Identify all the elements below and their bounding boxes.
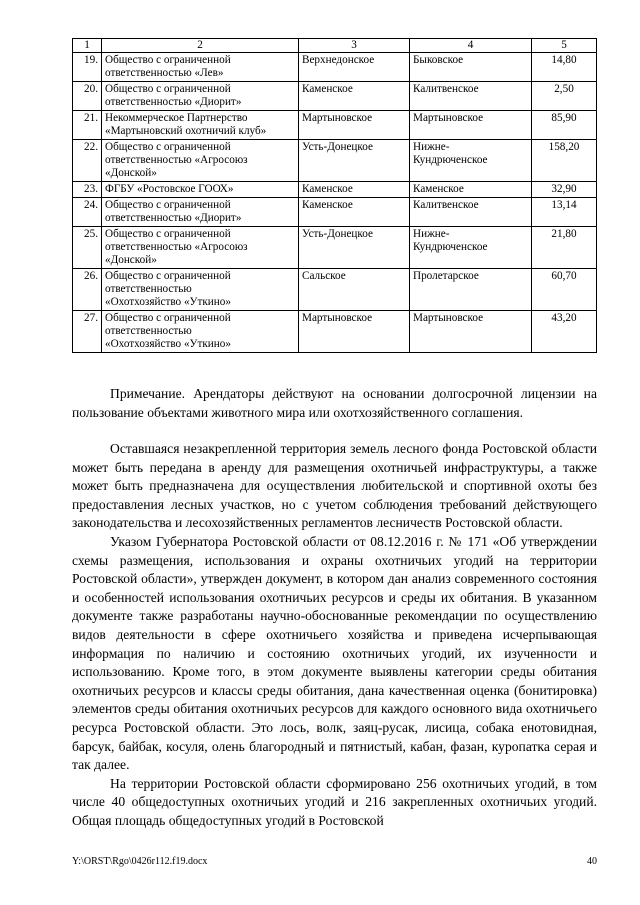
area: 21,80	[532, 227, 597, 269]
header-col-1: 1	[73, 39, 102, 53]
area: 85,90	[532, 111, 597, 140]
main-text	[72, 440, 597, 830]
district	[299, 82, 410, 111]
row-number: 22.	[73, 140, 102, 182]
note-block	[72, 385, 597, 422]
district	[299, 269, 410, 311]
locality-line: Быковское	[413, 54, 464, 66]
district	[299, 182, 410, 198]
paragraph-2: Указом Губернатора Ростовской области от 08.12.2016 г. № 171 «Об утверждении схемы размещения, использования и охраны охотничьих угодий на территории Ростовской области», утвержден документ, в котором дан анализ современного состояния и особенностей использования охотничьих ресурсов и среды их обитания. В указанном документе также разработаны научно-обоснованные рекомендации по осуществлению видов деятельности в сфере охотничьего хозяйства и приведена исчерпывающая информация по наличию и состоянию охотничьих угодий, их изученности и использованию. Кроме того, в этом документе выявлены категории среды обитания охотничьих ресурсов и классы среды обитания, дана качественная оценка (бонитировка) элементов среды обитания охотничьих ресурсов для каждого основного вида охотничьего ресурса Ростовской области. Это лось, волк, заяц-русак, лисица, собака енотовидная, барсук, байбак, косуля, олень благородный и пятнистый, кабан, фазан, куропатка серая и так далее.	[72, 533, 597, 773]
table-row	[73, 53, 597, 82]
table-row	[73, 140, 597, 182]
district	[299, 140, 410, 182]
locality	[410, 269, 532, 311]
locality	[410, 111, 532, 140]
paragraph-1: Оставшаяся незакрепленной территория земель лесного фонда Ростовской области может быть передана в аренду для размещения охотничьей инфраструктуры, а также может быть предназначена для осуществления любительской и спортивной охоты без предоставления лесных участков, но с учетом соблюдения требований действующего законодательства и лесохозяйственных регламентов лесничеств Ростовской области.	[72, 441, 597, 531]
locality-line: Кундрюченское	[413, 241, 488, 253]
locality	[410, 53, 532, 82]
locality-line: Каменское	[413, 183, 464, 195]
district-line: Усть-Донецкое	[302, 228, 373, 240]
locality-line: Нижне-	[413, 141, 450, 153]
row-number: 21.	[73, 111, 102, 140]
lessee-name-line: ответственностью «Диорит»	[105, 96, 242, 108]
lessee-name-line: Общество с ограниченной	[105, 228, 231, 240]
lessee-name-line: Общество с ограниченной	[105, 270, 231, 282]
locality-line: Мартыновское	[413, 112, 484, 124]
table-row	[73, 269, 597, 311]
header-col-2: 2	[102, 39, 299, 53]
lessee-name-line: Общество с ограниченной	[105, 141, 231, 153]
district-line: Мартыновское	[302, 112, 373, 124]
row-number: 26.	[73, 269, 102, 311]
lessee-name	[102, 311, 299, 353]
lessee-name-line: «Донской»	[105, 167, 157, 179]
district	[299, 53, 410, 82]
lessee-name	[102, 227, 299, 269]
lessee-name-line: ответственностью	[105, 325, 192, 337]
lessee-name	[102, 82, 299, 111]
paragraph-3: На территории Ростовской области сформировано 256 охотничьих угодий, в том числе 40 общедоступных охотничьих угодий и 216 закрепленных охотничьих угодий. Общая площадь общедоступных угодий в Ростовской	[72, 775, 597, 828]
locality-line: Мартыновское	[413, 312, 484, 324]
lessee-name-line: «Мартыновский охотничий клуб»	[105, 125, 267, 137]
locality	[410, 198, 532, 227]
lessee-name-line: ответственностью «Агросоюз	[105, 154, 248, 166]
lessee-name	[102, 140, 299, 182]
lessee-name	[102, 53, 299, 82]
lessee-name-line: Некоммерческое Партнерство	[105, 112, 248, 124]
lessee-name-line: ответственностью «Агросоюз	[105, 241, 248, 253]
district-line: Каменское	[302, 183, 353, 195]
district-line: Верхнедонское	[302, 54, 375, 66]
area: 60,70	[532, 269, 597, 311]
lessee-name-line: «Донской»	[105, 254, 157, 266]
locality-line: Кундрюченское	[413, 154, 488, 166]
locality	[410, 182, 532, 198]
table-row	[73, 182, 597, 198]
area: 158,20	[532, 140, 597, 182]
lessee-name-line: «Охотхозяйство «Уткино»	[105, 338, 231, 350]
district	[299, 111, 410, 140]
table-row	[73, 227, 597, 269]
lessee-name-line: Общество с ограниченной	[105, 199, 231, 211]
lessee-name	[102, 182, 299, 198]
header-col-3: 3	[299, 39, 410, 53]
district-line: Мартыновское	[302, 312, 373, 324]
district	[299, 198, 410, 227]
table-row	[73, 111, 597, 140]
lessee-name	[102, 198, 299, 227]
row-number: 19.	[73, 53, 102, 82]
row-number: 27.	[73, 311, 102, 353]
lessee-name	[102, 269, 299, 311]
lessee-name-line: ответственностью	[105, 283, 192, 295]
locality-line: Калитвенское	[413, 83, 479, 95]
lessee-table	[72, 38, 597, 353]
lessee-name	[102, 111, 299, 140]
header-col-5: 5	[532, 39, 597, 53]
note-paragraph: Примечание. Арендаторы действуют на основании долгосрочной лицензии на пользование объектами животного мира или охотхозяйственного соглашения.	[72, 386, 597, 420]
row-number: 24.	[73, 198, 102, 227]
lessee-name-line: Общество с ограниченной	[105, 83, 231, 95]
row-number: 23.	[73, 182, 102, 198]
district	[299, 311, 410, 353]
file-path: Y:\ORST\Rgo\0426r112.f19.docx	[72, 856, 208, 867]
area: 32,90	[532, 182, 597, 198]
table-row	[73, 198, 597, 227]
lessee-name-line: Общество с ограниченной	[105, 54, 231, 66]
district-line: Каменское	[302, 83, 353, 95]
lessee-name-line: ответственностью «Лев»	[105, 67, 224, 79]
lessee-name-line: «Охотхозяйство «Уткино»	[105, 296, 231, 308]
district-line: Сальское	[302, 270, 346, 282]
locality-line: Пролетарское	[413, 270, 479, 282]
area: 14,80	[532, 53, 597, 82]
table-row	[73, 82, 597, 111]
table-row	[73, 311, 597, 353]
locality	[410, 311, 532, 353]
district-line: Каменское	[302, 199, 353, 211]
area: 13,14	[532, 198, 597, 227]
table-header-row	[73, 39, 597, 53]
lessee-name-line: Общество с ограниченной	[105, 312, 231, 324]
header-col-4: 4	[410, 39, 532, 53]
row-number: 25.	[73, 227, 102, 269]
locality	[410, 140, 532, 182]
area: 2,50	[532, 82, 597, 111]
lessee-name-line: ФГБУ «Ростовское ГООХ»	[105, 183, 234, 195]
district	[299, 227, 410, 269]
district-line: Усть-Донецкое	[302, 141, 373, 153]
locality-line: Нижне-	[413, 228, 450, 240]
area: 43,20	[532, 311, 597, 353]
page-number: 40	[587, 856, 597, 867]
locality-line: Калитвенское	[413, 199, 479, 211]
lessee-name-line: ответственностью «Диорит»	[105, 212, 242, 224]
locality	[410, 82, 532, 111]
locality	[410, 227, 532, 269]
row-number: 20.	[73, 82, 102, 111]
